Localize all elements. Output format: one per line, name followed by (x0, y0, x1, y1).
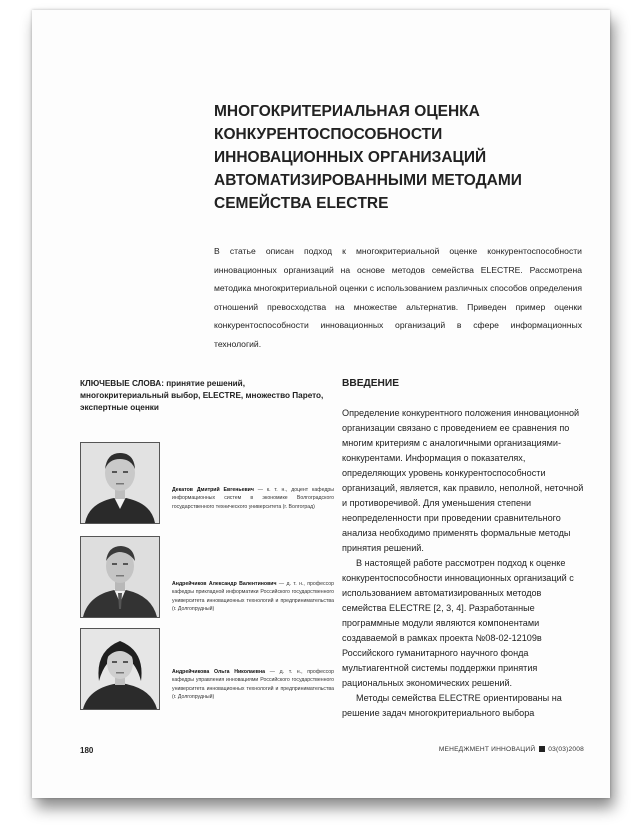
journal-footer (439, 746, 584, 753)
body-paragraph-1: Определение конкурентного положения инновационной организации связано с проведением ее сравнения по многим критериям с аналогичными организациями-конкурентами. Информация о показателях, определяющих уровень конкурентоспособности организаций, является, как правило, неполной, неточной и противоречивой. Для уменьшения степени неопределенности при проведении сравнительного анализа необходимо применять формальные методы принятия решений. (342, 408, 584, 553)
author-photo-3 (80, 628, 160, 710)
body-paragraph-2: В настоящей работе рассмотрен подход к оценке конкурентоспособности инновационных организаций с использованием автоматизированных методов семейства ELECTRE [2, 3, 4]. Разработанные программные модули являются компонентами создаваемой в рамках проекта №08-02-12109в Российского гуманитарного научного фонда мультиагентной системы поддержки принятия рациональных экономических решений. (342, 558, 574, 688)
author-photo-2 (80, 536, 160, 618)
author-name-1: Декатов Дмитрий Евгеньевич (172, 487, 254, 493)
article-abstract: В статье описан подход к многокритериальной оценке конкурентоспособности инновационных организаций на основе методов семейства ELECTRE. Рассмотрена методика многокритериальной оценки с использованием различных способов определения отношений превосходства на множестве альтернатив. Приведен пример оценки конкурентоспособности инновационных организаций в сфере информационных технологий. (214, 246, 582, 349)
page-number: 180 (80, 746, 94, 755)
author-name-2: Андрейчиков Александр Валентинович (172, 581, 277, 587)
section-body (342, 406, 586, 721)
author-bio-2 (172, 580, 334, 613)
author-info-1: — к. т. н., доцент кафедры информационных систем в экономике Волгоградского государственного технического университета (г. Волгоград) (172, 487, 334, 510)
author-info-2: — д. т. н., профессор кафедры прикладной информатики Российского государственного университета инновационных технологий и предпринимательства (г. Долгопрудный) (172, 581, 334, 612)
journal-issue: 03(03)2008 (548, 746, 584, 753)
article-title: МНОГОКРИТЕРИАЛЬНАЯ ОЦЕНКА КОНКУРЕНТОСПОСОБНОСТИ ИННОВАЦИОННЫХ ОРГАНИЗАЦИЙ АВТОМАТИЗИРОВАННЫМИ МЕТОДАМИ СЕМЕЙСТВА ELECTRE (214, 103, 522, 212)
section-heading: ВВЕДЕНИЕ (342, 378, 400, 389)
keywords: КЛЮЧЕВЫЕ СЛОВА: принятие решений, многокритериальный выбор, ELECTRE, множество Парето, экспертные оценки (80, 379, 324, 412)
square-bullet-icon (539, 746, 545, 752)
body-paragraph-3: Методы семейства ELECTRE ориентированы на решение задач многокритериального выбора (342, 693, 562, 718)
author-name-3: Андрейчикова Ольга Николаевна (172, 669, 266, 675)
author-bio-3 (172, 668, 334, 701)
journal-page (32, 10, 610, 798)
author-bio-1 (172, 486, 334, 511)
author-photo-1 (80, 442, 160, 524)
author-info-3: — д. т. н., профессор кафедры управления инновациями Российского государственного университета инновационных технологий и предпринимательства (г. Долгопрудный) (172, 669, 334, 700)
journal-name: МЕНЕДЖМЕНТ ИННОВАЦИЙ (438, 746, 536, 753)
